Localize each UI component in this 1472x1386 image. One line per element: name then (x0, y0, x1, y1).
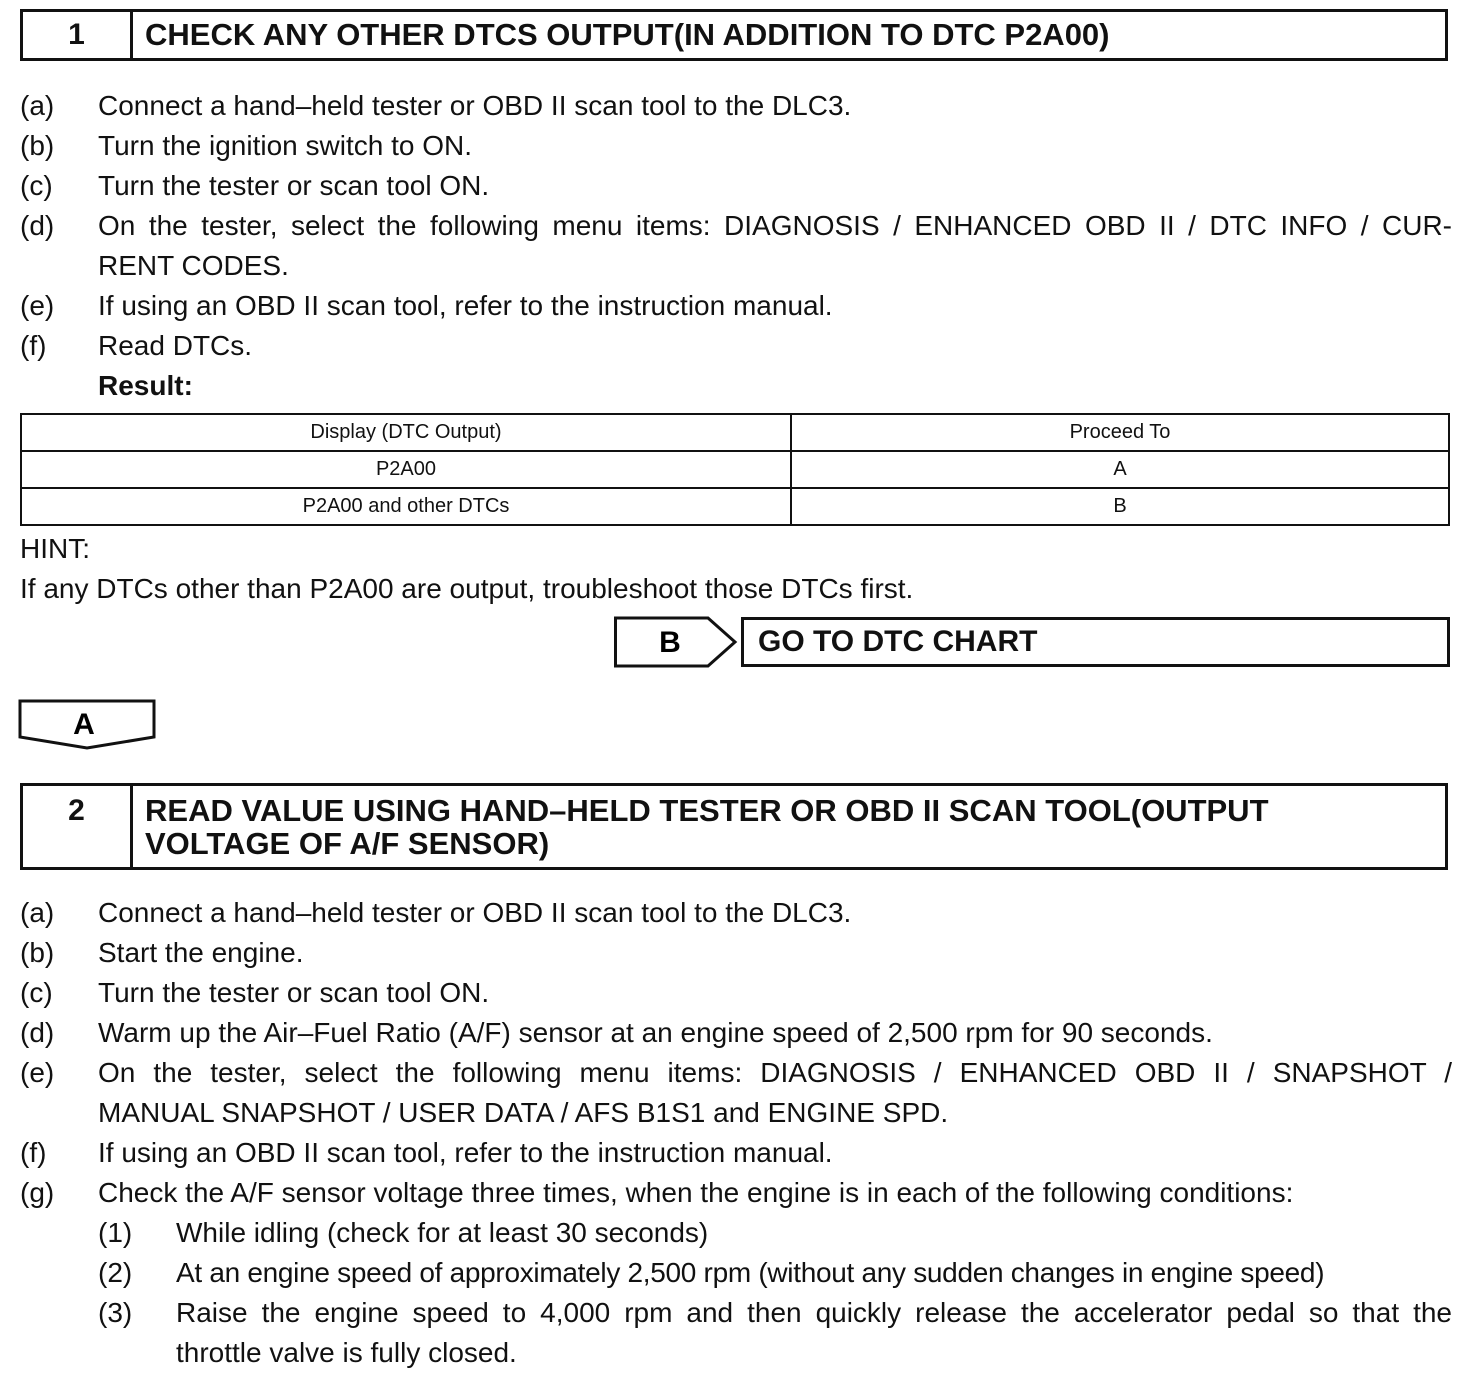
item-text: If using an OBD II scan tool, refer to the instruction manual. (98, 1137, 833, 1168)
list-item (20, 933, 1452, 973)
list-item (20, 206, 1452, 246)
step-1-number: 1 (23, 12, 133, 58)
result-table (20, 413, 1450, 526)
list-item (20, 166, 1452, 206)
table-cell: A (791, 451, 1449, 488)
item-text: If using an OBD II scan tool, refer to the instruction manual. (98, 290, 833, 321)
item-text: Turn the ignition switch to ON. (98, 130, 473, 161)
item-label: (d) (20, 210, 55, 241)
step-2-title (133, 786, 1445, 867)
item-label: (e) (20, 290, 55, 321)
branch-a-arrow (18, 699, 158, 756)
goto-dtc-chart: GO TO DTC CHART (741, 617, 1450, 667)
list-item (20, 973, 1452, 1013)
item-text: Check the A/F sensor voltage three times, when the engine is in each of the following conditions: (98, 1177, 1294, 1208)
step-1-header (20, 9, 1448, 61)
down-arrow-icon (18, 699, 158, 751)
item-label: (b) (20, 130, 55, 161)
column-header: Proceed To (791, 414, 1449, 451)
result-row (20, 366, 1452, 406)
step-1-title: CHECK ANY OTHER DTCS OUTPUT(IN ADDITION TO DTC P2A00) (145, 17, 1110, 52)
item-label: (a) (20, 897, 55, 928)
sub-list-item (20, 1253, 1452, 1293)
item-label: (d) (20, 1017, 55, 1048)
item-text-line1: Raise the engine speed to 4,000 rpm and then quickly release the accelerator pedal so that the (176, 1297, 1452, 1328)
step-2-title-line2: VOLTAGE OF A/F SENSOR) (145, 826, 550, 861)
item-text: Start the engine. (98, 937, 304, 968)
item-text-line2: RENT CODES. (98, 250, 289, 281)
item-label: (b) (20, 937, 55, 968)
hint-text: If any DTCs other than P2A00 are output, troubleshoot those DTCs first. (20, 573, 914, 604)
list-item-continuation (20, 1093, 1452, 1133)
list-item (20, 1053, 1452, 1093)
table-cell: B (791, 488, 1449, 525)
item-text: Connect a hand–held tester or OBD II scan tool to the DLC3. (98, 897, 852, 928)
list-item (20, 1013, 1452, 1053)
table-row (21, 451, 1449, 488)
item-label: (a) (20, 90, 55, 121)
list-item (20, 1173, 1452, 1213)
sub-list-item-continuation (20, 1333, 1452, 1373)
item-text-line1: On the tester, select the following menu items: DIAGNOSIS / ENHANCED OBD II / DTC INFO / CUR- (98, 210, 1452, 241)
step-2-number: 2 (23, 786, 133, 867)
hint-label: HINT: (20, 533, 90, 564)
list-item (20, 286, 1452, 326)
list-item (20, 1133, 1452, 1173)
item-text-line2: MANUAL SNAPSHOT / USER DATA / AFS B1S1 and ENGINE SPD. (98, 1097, 949, 1128)
item-text: While idling (check for at least 30 seconds) (176, 1217, 709, 1248)
list-item (20, 326, 1452, 366)
right-arrow-icon (614, 616, 738, 668)
sub-list-item (20, 1213, 1452, 1253)
item-text-line1: On the tester, select the following menu items: DIAGNOSIS / ENHANCED OBD II / SNAPSHOT / (98, 1057, 1452, 1088)
list-item-continuation (20, 246, 1452, 286)
table-row (21, 488, 1449, 525)
table-cell: P2A00 (21, 451, 791, 488)
item-text: Warm up the Air–Fuel Ratio (A/F) sensor at an engine speed of 2,500 rpm for 90 seconds. (98, 1017, 1213, 1048)
step-2-title-line1: READ VALUE USING HAND–HELD TESTER OR OBD II SCAN TOOL(OUTPUT (145, 793, 1269, 828)
branch-b-arrow (614, 616, 738, 673)
result-label: Result: (98, 370, 193, 401)
step-1-instructions (20, 86, 1452, 406)
step-2-instructions (20, 893, 1452, 1373)
branch-b-label: B (659, 626, 681, 659)
item-label: (g) (20, 1177, 55, 1208)
sub-list-item (20, 1293, 1452, 1333)
column-header: Display (DTC Output) (21, 414, 791, 451)
item-label: (3) (98, 1297, 133, 1328)
item-text: Connect a hand–held tester or OBD II scan tool to the DLC3. (98, 90, 852, 121)
item-label: (f) (20, 1137, 47, 1168)
list-item (20, 893, 1452, 933)
table-cell: P2A00 and other DTCs (21, 488, 791, 525)
item-label: (f) (20, 330, 47, 361)
item-label: (2) (98, 1257, 133, 1288)
branch-a-label: A (73, 708, 95, 741)
item-text: Turn the tester or scan tool ON. (98, 170, 490, 201)
list-item (20, 86, 1452, 126)
item-label: (c) (20, 977, 53, 1008)
item-text: At an engine speed of approximately 2,500 rpm (without any sudden changes in engine speed) (176, 1257, 1325, 1288)
step-2-header (20, 783, 1448, 870)
item-text: Turn the tester or scan tool ON. (98, 977, 490, 1008)
table-header-row (21, 414, 1449, 451)
item-text: Read DTCs. (98, 330, 253, 361)
item-label: (e) (20, 1057, 55, 1088)
item-text-line2: throttle valve is fully closed. (176, 1337, 517, 1368)
item-label: (1) (98, 1217, 133, 1248)
item-label: (c) (20, 170, 53, 201)
list-item (20, 126, 1452, 166)
